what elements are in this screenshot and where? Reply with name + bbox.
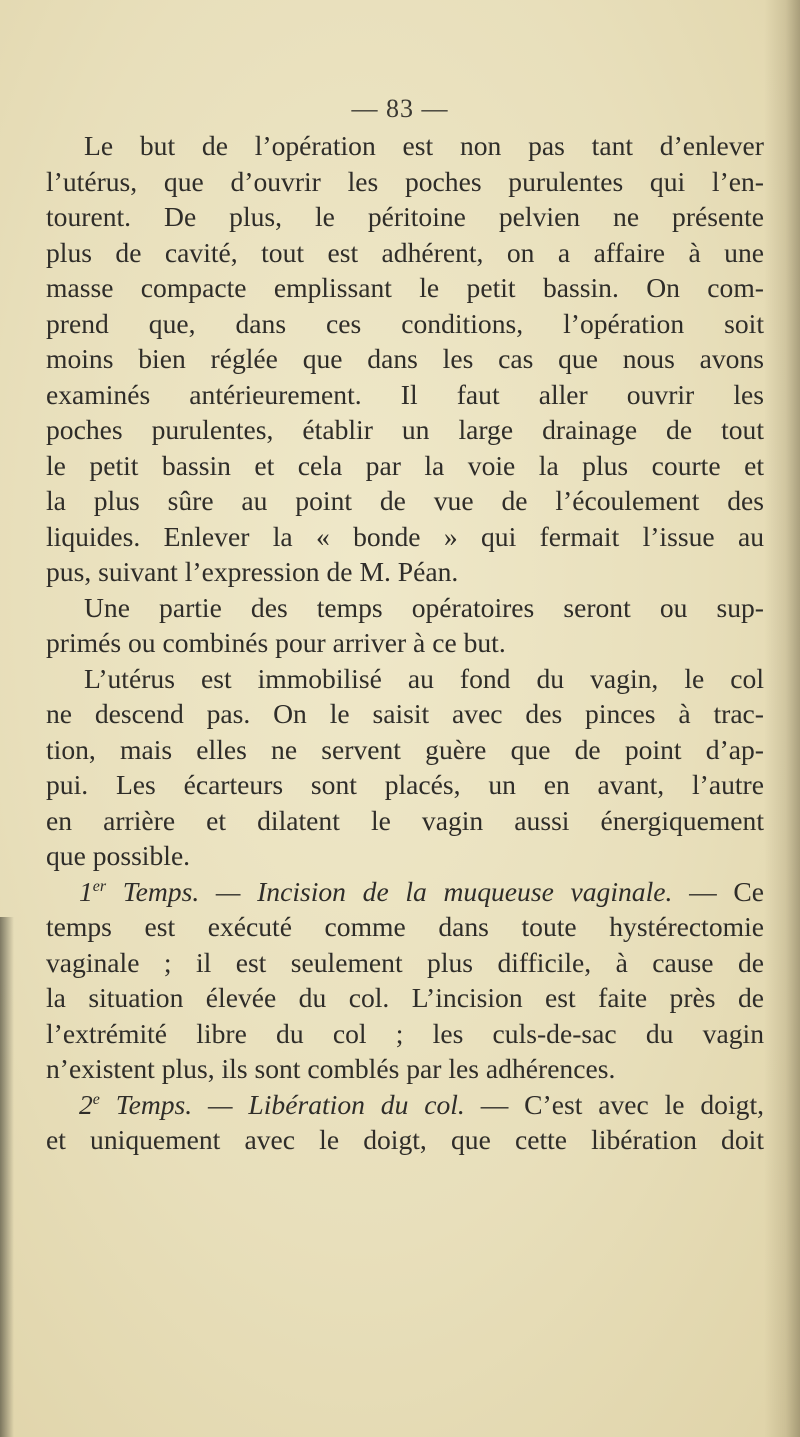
section-number: 1 bbox=[79, 875, 93, 907]
page-edge-shadow bbox=[764, 0, 800, 1437]
text-line: l’utérus, que d’ouvrir les poches purulentes qui l’en- bbox=[46, 165, 764, 197]
text-line: L’utérus est immobilisé au fond du vagin, le col bbox=[84, 662, 764, 694]
text-line: tourent. De plus, le péritoine pelvien ne présente bbox=[46, 201, 764, 232]
text-line: et uniquement avec le doigt, que cette libération doit bbox=[46, 1124, 764, 1155]
text-line: prend que, dans ces conditions, l’opération soit bbox=[46, 307, 764, 339]
text-line: que possible. bbox=[46, 840, 191, 871]
text-line: pui. Les écarteurs sont placés, un en avant, l’autre bbox=[46, 769, 764, 800]
section-number: 2 bbox=[79, 1088, 93, 1120]
text-line: examinés antérieurement. Il faut aller ouvrir les bbox=[46, 378, 764, 410]
section-lead: — C’est avec le doigt, bbox=[480, 1088, 765, 1120]
section-heading-2 bbox=[46, 1087, 764, 1123]
section-title: Temps. — Libération du col. bbox=[115, 1088, 465, 1120]
text-line: tion, mais elles ne servent guère que de point d’ap- bbox=[46, 733, 764, 765]
text-line: ne descend pas. On le saisit avec des pinces à trac- bbox=[46, 698, 764, 729]
page-number: — 83 — bbox=[351, 94, 449, 123]
text-line: pus, suivant l’expression de M. Péan. bbox=[46, 556, 459, 587]
text-line: vaginale ; il est seulement plus difficile, à cause de bbox=[46, 946, 764, 978]
text-line: temps est exécuté comme dans toute hystérectomie bbox=[46, 911, 764, 942]
text-line: le petit bassin et cela par la voie la plus courte et bbox=[46, 449, 764, 481]
text-line: en arrière et dilatent le vagin aussi énergiquement bbox=[46, 804, 764, 836]
section-number-suffix: er bbox=[92, 877, 107, 895]
text-line: masse compacte emplissant le petit bassin. On com- bbox=[46, 272, 764, 303]
text-line: Le but de l’opération est non pas tant d’enlever bbox=[84, 130, 764, 161]
section-lead: — Ce bbox=[689, 875, 764, 907]
section-heading-1 bbox=[46, 874, 764, 910]
section-number-suffix: e bbox=[92, 1090, 100, 1108]
text-line: poches purulentes, établir un large drainage de tout bbox=[46, 414, 764, 445]
binding-shadow bbox=[0, 917, 14, 1437]
text-line: Une partie des temps opératoires seront ou sup- bbox=[84, 591, 764, 623]
text-line: liquides. Enlever la « bonde » qui fermait l’issue au bbox=[46, 520, 764, 552]
text-line: la situation élevée du col. L’incision est faite près de bbox=[46, 982, 764, 1013]
section-title: Temps. — Incision de la muqueuse vaginale. bbox=[122, 875, 673, 907]
text-line: l’extrémité libre du col ; les culs-de-sac du vagin bbox=[46, 1017, 764, 1049]
body-text bbox=[46, 128, 764, 1158]
text-line: moins bien réglée que dans les cas que nous avons bbox=[46, 343, 764, 374]
text-line: plus de cavité, tout est adhérent, on a affaire à une bbox=[46, 236, 764, 268]
text-line: primés ou combinés pour arriver à ce but. bbox=[46, 627, 506, 658]
text-line: n’existent plus, ils sont comblés par les adhérences. bbox=[46, 1053, 616, 1084]
text-line: la plus sûre au point de vue de l’écoulement des bbox=[46, 485, 764, 516]
